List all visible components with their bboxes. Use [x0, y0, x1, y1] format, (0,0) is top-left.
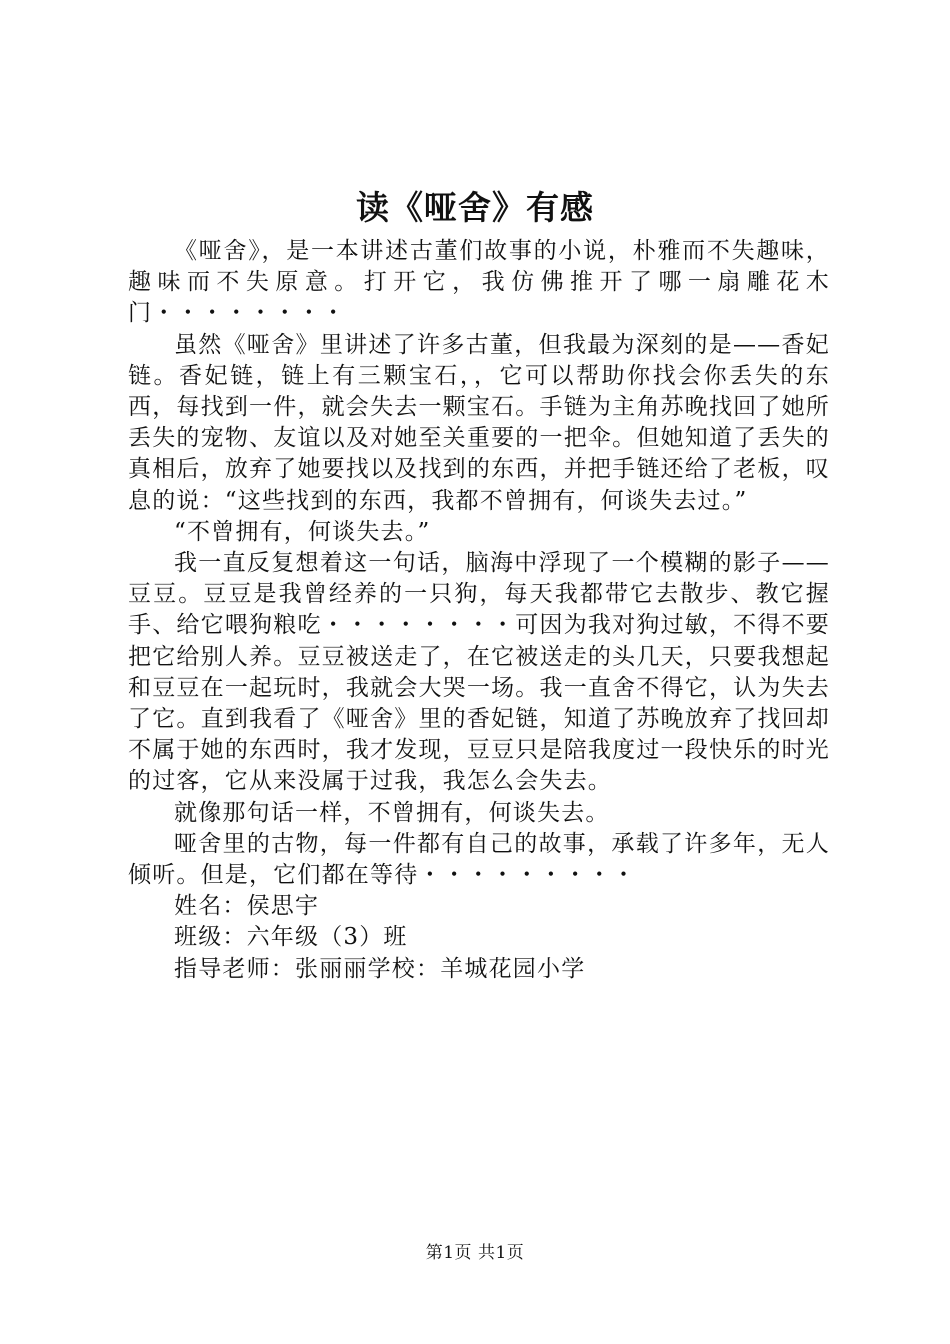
paragraph-ending: 哑舍里的古物，每一件都有自己的故事，承载了许多年，无人倾听。但是，它们都在等待・・・・・・・・・	[128, 830, 830, 889]
signature-name: 姓名：侯思宇	[174, 893, 320, 920]
signature-class: 班级：六年级（3）班	[174, 924, 408, 951]
paragraph-doudou: 我一直反复想着这一句话，脑海中浮现了一个模糊的影子——豆豆。豆豆是我曾经养的一只狗，每天我都带它去散步、教它握手、给它喂狗粮吃・・・・・・・・可因为我对狗过敏，不得不要把它给别人养。豆豆被送走了，在它被送走的头几天，只要我想起和豆豆在一起玩时，我就会大哭一场。我一直舍不得它，认为失去了它。直到我看了《哑舍》里的香妃链，知道了苏晚放弃了找回却不属于她的东西时，我才发现，豆豆只是陪我度过一段快乐的时光的过客，它从来没属于过我，我怎么会失去。	[128, 550, 830, 795]
paragraph-reflection: 就像那句话一样，不曾拥有，何谈失去。	[174, 799, 610, 826]
paragraph-bracelet: 虽然《哑舍》里讲述了许多古董，但我最为深刻的是——香妃链。香妃链，链上有三颗宝石，，它可以帮助你找会你丢失的东西，每找到一件，就会失去一颗宝石。手链为主角苏晚找回了她所丢失的宠物、友谊以及对她至关重要的一把伞。但她知道了丢失的真相后，放弃了她要找以及找到的东西，并把手链还给了老板，叹息的说：“这些找到的东西，我都不曾拥有，何谈失去过。”	[128, 331, 830, 514]
signature-teacher-school: 指导老师：张丽丽学校：羊城花园小学	[174, 955, 586, 982]
page-footer: 第1页 共1页	[425, 1243, 525, 1263]
paragraph-intro: 《哑舍》，是一本讲述古董们故事的小说，朴雅而不失趣味，趣味而不失原意。打开它，我仿佛推开了哪一扇雕花木门・・・・・・・・	[128, 238, 830, 327]
paragraph-quote: “不曾拥有，何谈失去。”	[174, 518, 431, 545]
document-title: 读《哑舍》有感	[356, 188, 594, 227]
document-body	[128, 236, 830, 985]
